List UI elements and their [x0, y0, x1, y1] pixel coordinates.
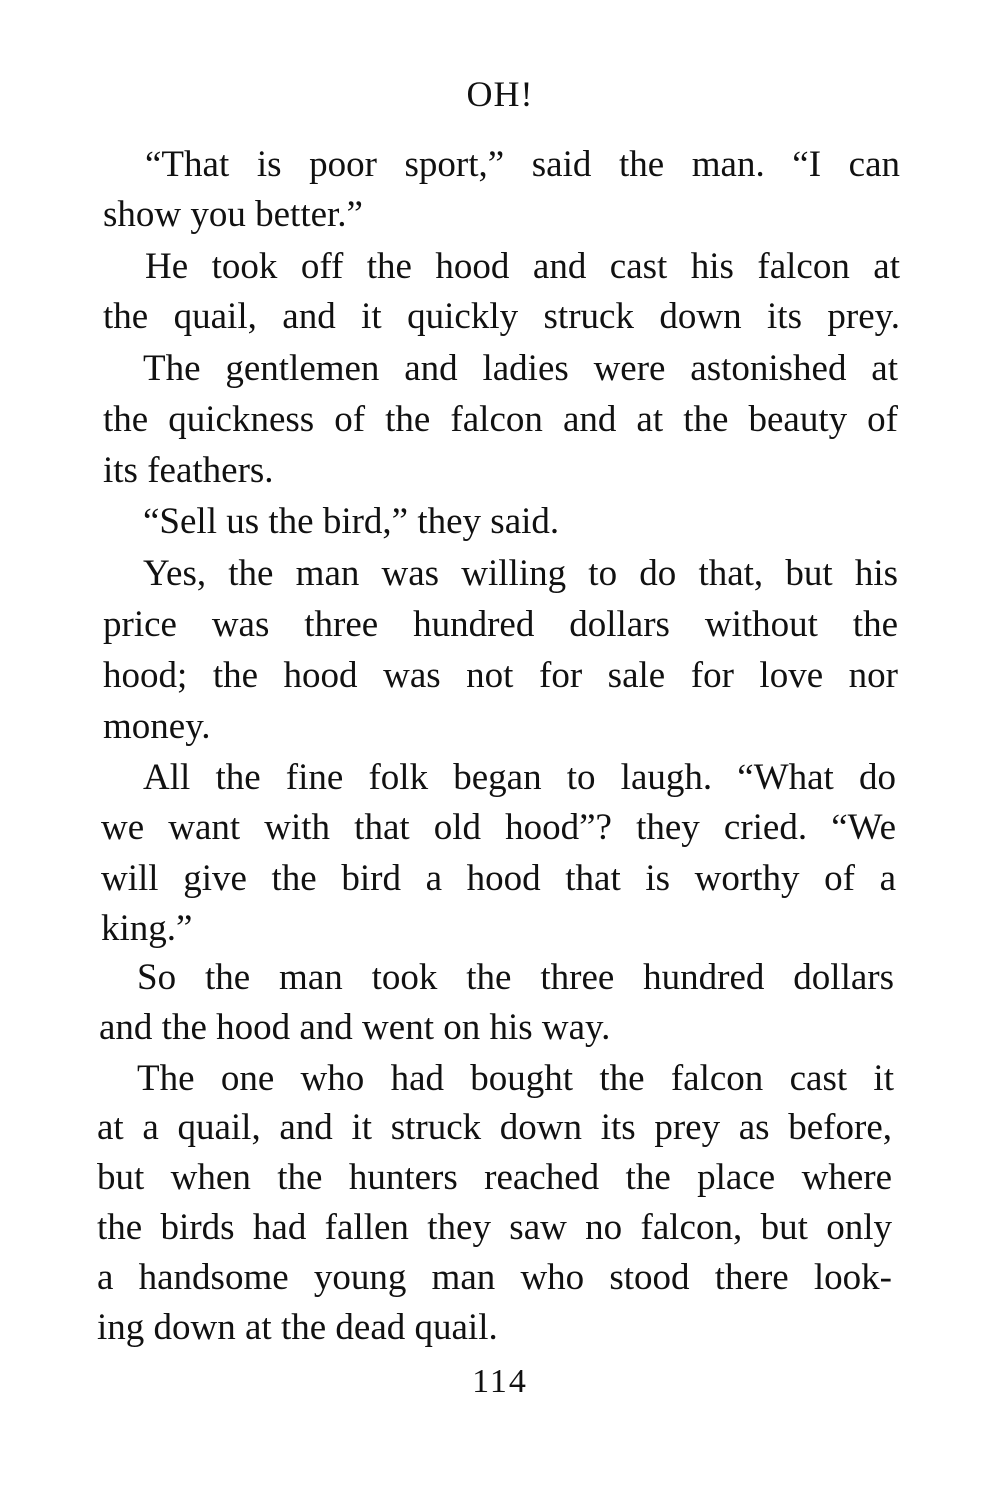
- text-line: at a quail, and it struck down its prey as before,: [97, 1107, 892, 1148]
- text-line: So the man took the three hundred dollars: [137, 957, 894, 998]
- text-line: will give the bird a hood that is worthy of a: [101, 858, 896, 899]
- text-line: “That is poor sport,” said the man. “I can: [145, 144, 900, 185]
- text-line: price was three hundred dollars without the: [103, 604, 898, 645]
- text-line: the birds had fallen they saw no falcon, but only: [97, 1207, 892, 1248]
- text-line: money.: [103, 706, 211, 747]
- text-line: The one who had bought the falcon cast it: [137, 1058, 894, 1099]
- running-head: OH!: [466, 74, 534, 114]
- text-line: hood; the hood was not for sale for love nor: [103, 655, 898, 696]
- text-line: He took off the hood and cast his falcon at: [145, 246, 900, 287]
- text-line: and the hood and went on his way.: [99, 1007, 611, 1048]
- text-line: show you better.”: [103, 194, 363, 235]
- page-number: 114: [472, 1363, 528, 1400]
- text-line: a handsome young man who stood there look-: [97, 1257, 892, 1298]
- text-line: ing down at the dead quail.: [97, 1307, 498, 1348]
- text-line: king.”: [101, 908, 193, 949]
- text-line: its feathers.: [103, 450, 274, 491]
- text-line: “Sell us the bird,” they said.: [143, 501, 560, 542]
- text-line: Yes, the man was willing to do that, but his: [143, 553, 898, 594]
- text-line: the quail, and it quickly struck down its prey.: [103, 296, 900, 337]
- text-line: The gentlemen and ladies were astonished at: [143, 348, 898, 389]
- text-line: but when the hunters reached the place where: [97, 1157, 892, 1198]
- text-line: All the fine folk began to laugh. “What do: [143, 757, 896, 798]
- text-line: the quickness of the falcon and at the beauty of: [103, 399, 898, 440]
- text-line: we want with that old hood”? they cried. “We: [101, 807, 896, 848]
